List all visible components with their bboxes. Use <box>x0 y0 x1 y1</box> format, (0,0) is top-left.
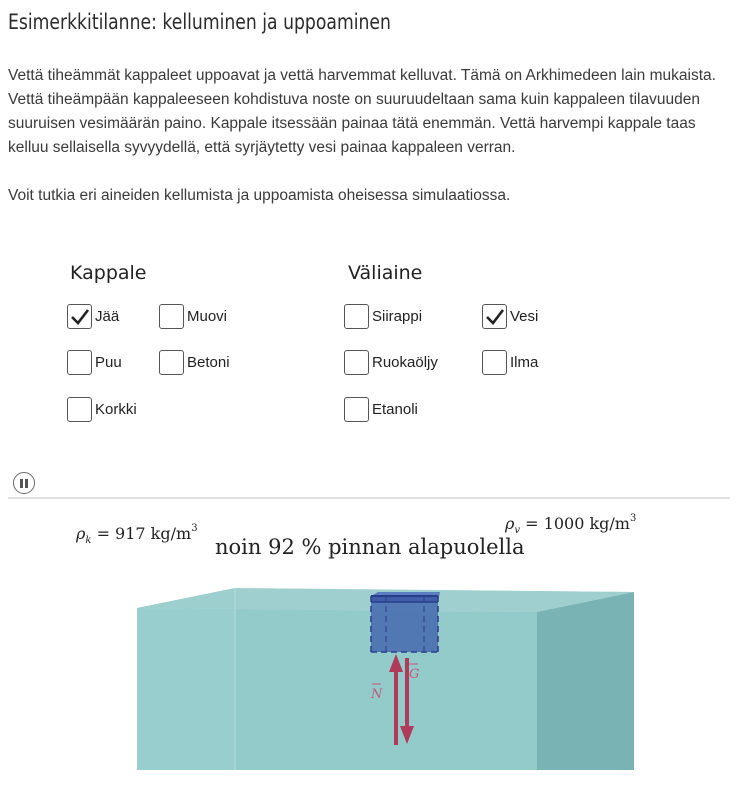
checkbox-betoni[interactable] <box>159 349 230 375</box>
pause-icon <box>20 479 23 488</box>
checkbox-label: Etanoli <box>372 400 418 418</box>
checkbox-label: Muovi <box>187 307 228 325</box>
floating-block <box>371 592 440 652</box>
intro-paragraph: Vettä tiheämmät kappaleet uppoavat ja vettä harvemmat kelluvat. Tämä on Arkhimedeen lain mukaista. Vettä tiheämpään kappaleeseen kohdistuva noste on suuruudeltaan sama kuin kappaleen tilavuuden suuruisen vesimäärän paino. Kappale itsessään painaa tätä enemmän. Vettä harvempi kappale taas kelluu sellaisella syvyydellä, että syrjäytetty vesi painaa kappaleen verran. <box>8 67 716 156</box>
kappale-group-title: Kappale <box>70 262 147 284</box>
checkbox-korkki[interactable] <box>67 396 137 422</box>
gravity-label: G <box>409 667 420 682</box>
submersion-status-text: noin 92 % pinnan alapuolella <box>215 535 525 559</box>
water-right-side <box>537 592 634 770</box>
checkbox-muovi[interactable] <box>159 303 227 329</box>
checkbox-box[interactable] <box>159 350 184 375</box>
checkbox-box[interactable] <box>344 350 369 375</box>
checkbox-label: Vesi <box>510 307 539 325</box>
checkbox-label: Jää <box>95 307 120 325</box>
valiaine-group-title: Väliaine <box>348 262 423 284</box>
checkmark-icon <box>69 306 91 328</box>
checkbox-box[interactable] <box>482 304 507 329</box>
object-density-label: $\rho_k = 917$ $kg/m^3$ <box>76 523 198 547</box>
checkbox-box[interactable] <box>482 350 507 375</box>
checkbox-ruokaoljy[interactable] <box>344 349 438 375</box>
checkbox-box[interactable] <box>344 397 369 422</box>
checkbox-box[interactable] <box>67 397 92 422</box>
water-left-side <box>137 588 235 770</box>
checkbox-box[interactable] <box>159 304 184 329</box>
divider <box>8 497 730 499</box>
checkbox-label: Korkki <box>95 400 137 418</box>
checkbox-vesi[interactable] <box>482 303 538 329</box>
checkbox-box[interactable] <box>67 350 92 375</box>
checkbox-label: Ruokaöljy <box>372 353 438 371</box>
checkbox-label: Ilma <box>510 353 539 371</box>
checkmark-icon <box>484 306 506 328</box>
checkbox-etanoli[interactable] <box>344 396 418 422</box>
simulation-intro-paragraph: Voit tutkia eri aineiden kellumista ja uppoamista oheisessa simulaatiossa. <box>8 187 511 204</box>
simulation-canvas <box>0 560 742 800</box>
checkbox-label: Betoni <box>187 353 230 371</box>
checkbox-label: Puu <box>95 353 122 371</box>
medium-density-label: $\rho_v = 1000$ $kg/m^3$ <box>505 513 637 537</box>
checkbox-box[interactable] <box>67 304 92 329</box>
buoyancy-label: N <box>371 687 383 702</box>
pause-button[interactable] <box>13 472 35 494</box>
checkbox-label: Siirappi <box>372 307 423 325</box>
checkbox-box[interactable] <box>344 304 369 329</box>
checkbox-puu[interactable] <box>67 349 122 375</box>
checkbox-siirappi[interactable] <box>344 303 422 329</box>
checkbox-ilma[interactable] <box>482 349 538 375</box>
section-heading: Esimerkkitilanne: kelluminen ja uppoaminen <box>8 10 391 34</box>
checkbox-jaa[interactable] <box>67 303 119 329</box>
